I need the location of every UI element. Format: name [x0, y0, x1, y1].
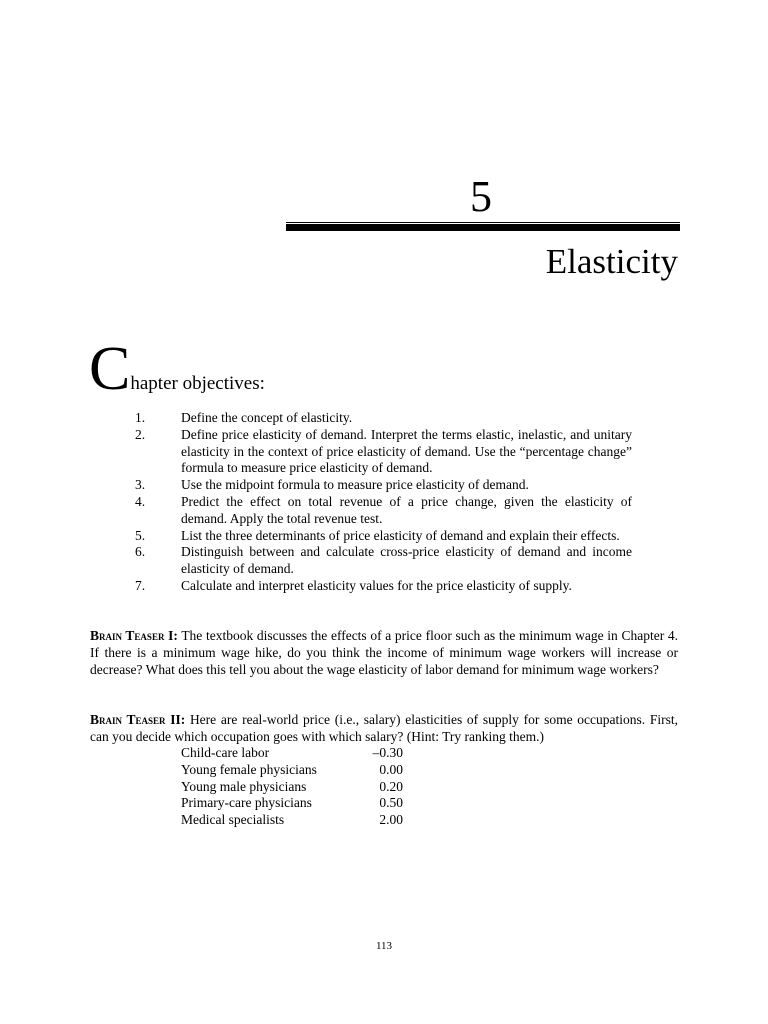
occupation-cell: Young male physicians [181, 778, 307, 794]
objective-text: Distinguish between and calculate cross-price elasticity of demand and income elasticity of demand. [181, 544, 632, 577]
objective-item [0, 578, 768, 595]
objective-item [0, 528, 768, 545]
brain-teaser-2 [90, 712, 678, 746]
objective-text: Use the midpoint formula to measure price elasticity of demand. [181, 477, 529, 493]
objective-number: 4. [135, 493, 146, 509]
elasticity-value-cell: –0.30 [372, 745, 403, 760]
elasticity-value-cell: 0.20 [379, 778, 403, 794]
table-row [181, 762, 403, 779]
table-row [181, 745, 403, 762]
objective-number: 7. [135, 577, 146, 593]
objective-item [0, 410, 768, 427]
objectives-heading-rest: hapter objectives: [130, 373, 265, 394]
objective-text: List the three determinants of price elasticity of demand and explain their effects. [181, 527, 620, 543]
elasticity-value-cell: 0.00 [379, 761, 403, 777]
title-rule [286, 224, 680, 231]
elasticity-value-cell: 0.50 [379, 795, 403, 811]
objective-item [0, 494, 768, 528]
objective-text: Calculate and interpret elasticity values for the price elasticity of supply. [181, 577, 572, 593]
objective-text: Define price elasticity of demand. Interpret the terms elastic, inelastic, and unitary elasticity in the context of price elasticity of demand. Use the “percentage change” formula to measure price elasticity of demand. [181, 426, 632, 476]
table-row [181, 795, 403, 812]
objectives-heading-dropcap: C [89, 335, 131, 403]
brain-teaser-2-label: Brain Teaser II: [90, 712, 186, 727]
objective-item [0, 544, 768, 578]
page-number: 113 [375, 940, 393, 952]
chapter-number: 5 [470, 172, 492, 221]
title-rule-thin [286, 222, 680, 223]
occupation-cell: Primary-care physicians [181, 795, 312, 811]
objectives-list [0, 410, 768, 595]
elasticity-value-cell: 2.00 [379, 812, 403, 828]
occupation-cell: Child-care labor [181, 745, 270, 760]
elasticity-table [181, 745, 403, 829]
objective-number: 5. [135, 527, 146, 543]
objective-text: Predict the effect on total revenue of a price change, given the elasticity of demand. Apply the total revenue test. [181, 493, 632, 526]
objective-text: Define the concept of elasticity. [181, 410, 353, 425]
brain-teaser-1-text: The textbook discusses the effects of a price floor such as the minimum wage in Chapter 4. If there is a minimum wage hike, do you think the income of minimum wage workers will increase or decrease? What does this tell you about the wage elasticity of labor demand for minimum wage workers? [90, 628, 679, 677]
objective-item [0, 477, 768, 494]
objective-number: 6. [135, 544, 146, 560]
objective-number: 3. [135, 477, 146, 493]
objective-item [0, 427, 768, 477]
brain-teaser-1 [90, 628, 678, 678]
objective-number: 1. [135, 410, 146, 425]
brain-teaser-1-label: Brain Teaser I: [90, 628, 178, 643]
objective-number: 2. [135, 426, 146, 442]
chapter-title: Elasticity [545, 242, 678, 281]
brain-teaser-2-text: Here are real-world price (i.e., salary) elasticities of supply for some occupations. First, can you decide which occupation goes with which salary? (Hint: Try ranking them.) [90, 712, 678, 744]
occupation-cell: Medical specialists [181, 812, 285, 828]
objectives-heading [89, 335, 265, 403]
occupation-cell: Young female physicians [181, 761, 317, 777]
table-row [181, 812, 403, 829]
table-row [181, 779, 403, 796]
